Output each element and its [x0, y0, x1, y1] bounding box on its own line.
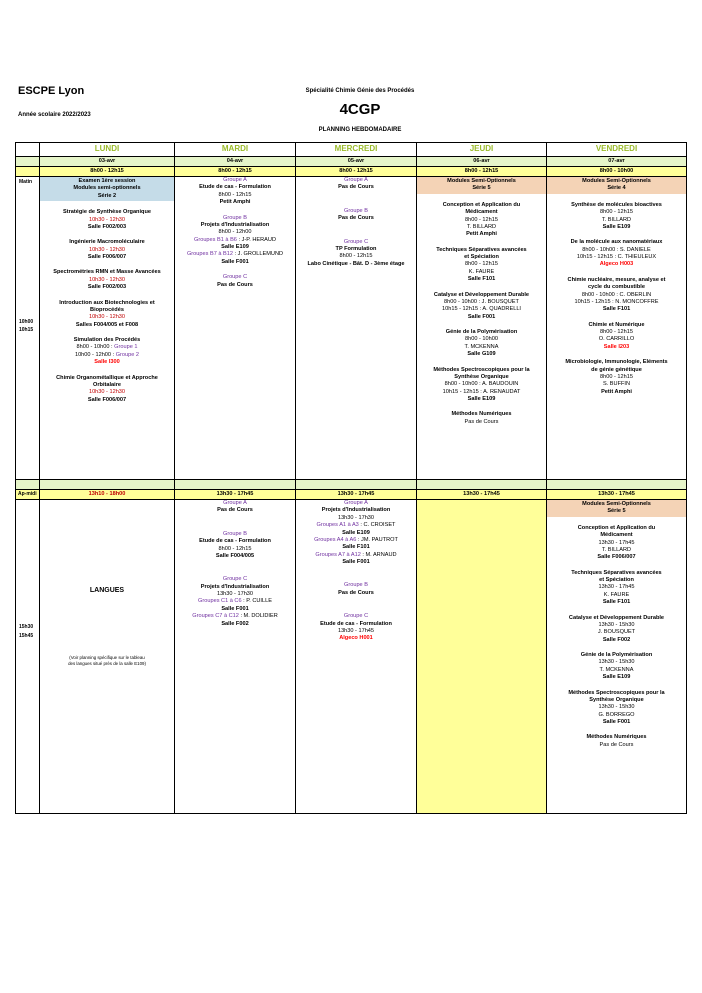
am-hours-lundi: 8h00 - 12h15	[40, 167, 175, 177]
course-block: Méthodes Spectroscopiques pour la Synthèse Organique 8h00 - 10h00 : A. BAUDOUIN 10h15 - 12h15 : A. RENAUDAT Salle E109	[433, 366, 530, 402]
pm-hours-vendredi: 13h30 - 17h45	[547, 490, 687, 500]
pm-hours-row	[16, 490, 687, 500]
am-hours-row	[16, 167, 687, 177]
group-a-block: Groupe A Pas de Cours	[338, 177, 374, 191]
course-block: Catalyse et Développement Durable 8h00 - 10h00 : J. BOUSQUET 10h15 - 12h15 : A. QUADRELLI Salle F001	[433, 291, 530, 320]
group-a-block: Groupe A Projets d'Industrialisation 13h30 - 17h30 Groupes A1 à A3 : C. CROISET Salle E109 Groupes A4 à A6 : JM. PAUTROT Salle F101 Groupes A7 à A12 : M. ARNAUD Salle F001	[314, 500, 398, 565]
time-label-15h30: 15h30	[19, 624, 34, 630]
course-block: Stratégie de Synthèse Organique 10h30 - 12h30 Salle F002/003	[63, 209, 151, 230]
date-lundi: 03-avr	[40, 157, 175, 167]
date-mardi: 04-avr	[175, 157, 296, 167]
group-c-block: Groupe C Projets d'Industrialisation 13h30 - 17h30 Groupes C1 à C6 : P. CUILLE Salle F001 Groupes C7 à C12 : M. DOLIDIER Salle F002	[192, 576, 278, 627]
class-title: 4CGP	[339, 101, 381, 118]
cell-mercredi-am	[296, 177, 417, 480]
separator-row	[16, 480, 687, 490]
cell-lundi-pm: LANGUES (Voir planning spécifique sur le tableau des langues situé près de la salle E109)	[40, 500, 175, 814]
exam-box: Examen 1ère session Modules semi-optionnels Série 2	[40, 177, 174, 201]
date-jeudi: 06-avr	[417, 157, 547, 167]
course-block: Introduction aux Biotechnologies et Bioprocédés 10h30 - 12h30 Salles F004/005 et F008	[59, 299, 155, 328]
day-vendredi: VENDREDI	[547, 143, 687, 157]
modules-box: Modules Semi-Optionnels Série 5	[417, 177, 546, 194]
group-b-block: Groupe B Projets d'Industrialisation 8h00 - 12h00 Groupes B1 à B6 : J-P. HERAUD Salle E109 Groupes B7 à B12 : J. GROLLEMUND Salle F001	[186, 214, 284, 265]
schedule-table	[15, 142, 687, 814]
group-c-block: Groupe C TP Formulation 8h00 - 12h15 Labo Cinétique - Bât. D - 3ème étage	[307, 238, 405, 267]
pm-hours-mardi: 13h30 - 17h45	[175, 490, 296, 500]
course-block: Ingénierie Macromoléculaire 10h30 - 12h30 Salle F006/007	[69, 239, 145, 260]
planning-title: PLANNING HEBDOMADAIRE	[318, 127, 402, 133]
time-label-matin: Matin	[19, 179, 33, 185]
date-vendredi: 07-avr	[547, 157, 687, 167]
pm-hours-mercredi: 13h30 - 17h45	[296, 490, 417, 500]
cell-vendredi-am	[547, 177, 687, 480]
am-hours-mardi: 8h00 - 12h15	[175, 167, 296, 177]
course-block: Conception et Application du Médicament 8h00 - 12h15 T. BILLARD Petit Amphi	[442, 201, 521, 238]
course-block: Catalyse et Développement Durable 13h30 - 15h30 J. BOUSQUET Salle F002	[568, 614, 665, 643]
course-block: Techniques Séparatives avancées et Spéciation 8h00 - 12h15 K. FAURE Salle F101	[436, 246, 527, 283]
days-row	[16, 143, 687, 157]
time-label-apmidi: Ap-midi	[18, 490, 37, 497]
day-mardi: MARDI	[175, 143, 296, 157]
time-label-10h00: 10h00	[19, 319, 34, 325]
group-c-block: Groupe C Etude de cas - Formulation 13h30 - 17h45 Algeco H001	[320, 613, 392, 642]
dates-row	[16, 157, 687, 167]
cell-jeudi-pm	[417, 500, 547, 814]
course-block: Chimie nucléaire, mesure, analyse et cycle du combustible 8h00 - 10h00 : C. OBERLIN 10h15 - 12h15 : N. MONCOFFRE Salle F101	[567, 276, 666, 313]
cell-jeudi-am	[417, 177, 547, 480]
am-hours-vendredi: 8h00 - 10h00	[547, 167, 687, 177]
course-block: Synthèse de molécules bioactives 8h00 - 12h15 T. BILLARD Salle E109	[571, 201, 662, 230]
group-a-block: Groupe A Etude de cas - Formulation 8h00 - 12h15 Petit Amphi	[199, 177, 271, 206]
course-block: Spectrométries RMN et Masse Avancées 10h30 - 12h30 Salle F002/003	[53, 269, 161, 291]
course-block: Conception et Application du Médicament 13h30 - 17h45 T. BILLARD Salle F006/007	[577, 524, 656, 561]
am-hours-jeudi: 8h00 - 12h15	[417, 167, 547, 177]
cell-vendredi-pm	[547, 500, 687, 814]
langues-note: (Voir planning spécifique sur le tableau	[69, 655, 145, 661]
am-hours-mercredi: 8h00 - 12h15	[296, 167, 417, 177]
cell-lundi-am	[40, 177, 175, 480]
group-b-block: Groupe B Etude de cas - Formulation 8h00 - 12h15 Salle F004/005	[199, 530, 271, 559]
course-block: Génie de la Polymérisation 8h00 - 10h00 T. MCKENNA Salle G109	[445, 329, 518, 358]
langues-title: LANGUES	[89, 587, 125, 594]
course-block: Chimie et Numérique 8h00 - 12h15 O. CARRILLO Salle I203	[588, 321, 645, 350]
group-a-block: Groupe A Pas de Cours	[217, 500, 253, 514]
course-block: Méthodes Spectroscopiques pour la Synthèse Organique 13h30 - 15h30 G. BORREGO Salle F001	[568, 689, 665, 725]
group-b-block: Groupe B Pas de Cours	[338, 207, 374, 222]
day-lundi: LUNDI	[40, 143, 175, 157]
day-jeudi: JEUDI	[417, 143, 547, 157]
time-label-15h45: 15h45	[19, 633, 34, 639]
course-block: Chimie Organométallique et Approche Orbitalaire 10h30 - 12h30 Salle F006/007	[56, 374, 158, 403]
course-block: Génie de la Polymérisation 13h30 - 15h30 T. MCKENNA Salle E109	[580, 652, 653, 681]
time-label-10h15: 10h15	[19, 327, 34, 333]
pm-hours-lundi: 13h10 - 18h00	[40, 490, 175, 500]
day-mercredi: MERCREDI	[296, 143, 417, 157]
course-block: Méthodes Numériques Pas de Cours	[586, 734, 647, 748]
speciality: Spécialité Chimie Génie des Procédés	[305, 88, 415, 94]
school-name: ESCPE Lyon	[18, 85, 85, 97]
am-body-row	[16, 177, 687, 480]
date-mercredi: 05-avr	[296, 157, 417, 167]
group-c-block: Groupe C Pas de Cours	[217, 274, 253, 288]
cell-mercredi-pm	[296, 500, 417, 814]
course-block: Méthodes Numériques Pas de Cours	[451, 411, 512, 425]
course-block: Microbiologie, Immunologie, Eléments de génie génétique 8h00 - 12h15 S. BUFFIN Petit Amphi	[565, 359, 668, 395]
cell-mardi-am	[175, 177, 296, 480]
course-block: De la molécule aux nanomatériaux 8h00 - 10h00 : S. DANIELE 10h15 - 12h15 : C. THIEULEUX Algeco H003	[570, 239, 663, 268]
group-b-block: Groupe B Pas de Cours	[338, 582, 374, 596]
course-block: Techniques Séparatives avancées et Spéciation 13h30 - 17h45 K. FAURE Salle F101	[571, 569, 662, 606]
school-year: Année scolaire 2022/2023	[18, 112, 91, 118]
pm-hours-jeudi: 13h30 - 17h45	[417, 490, 547, 500]
cell-mardi-pm	[175, 500, 296, 814]
pm-body-row	[16, 500, 687, 814]
course-block: Simulation des Procédés 8h00 - 10h00 : Groupe 1 10h00 - 12h00 : Groupe 2 Salle I300	[73, 337, 141, 366]
modules-box: Modules Semi-Optionnels Série 4	[547, 177, 686, 194]
modules-box: Modules Semi-Optionnels Série 5	[547, 500, 686, 517]
